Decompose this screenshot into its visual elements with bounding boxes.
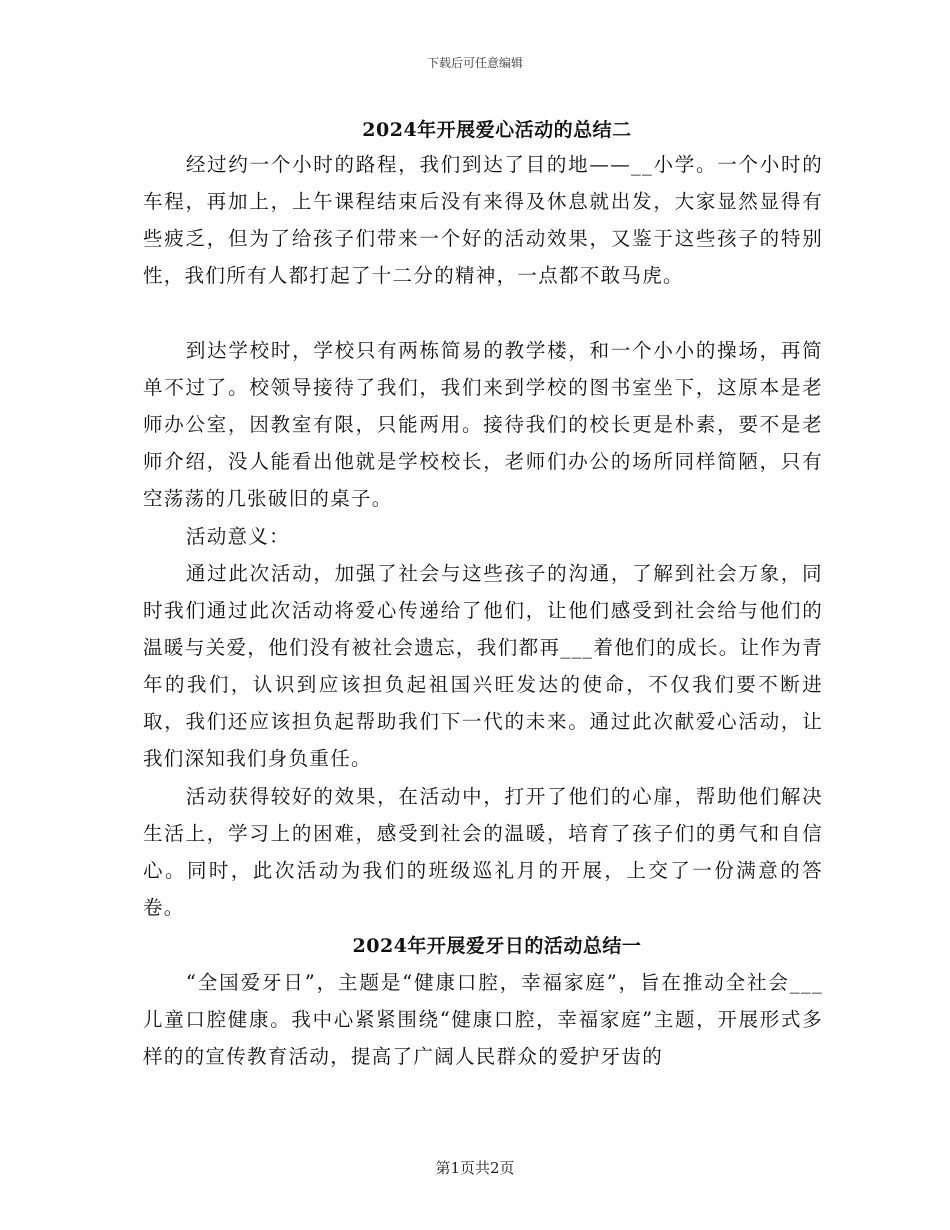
paragraph-school-arrival: 到达学校时，学校只有两栋简易的教学楼，和一个小小的操场，再简单不过了。校领导接待了我们，我们来到学校的图书室坐下，这原本是老师办公室，因教室有限，只能两用。接待我们的校长更是朴素，要不是老师介绍，没人能看出他就是学校校长，老师们办公的场所同样简陋，只有空荡荡的几张破旧的桌子。 [143, 339, 823, 511]
paragraph-significance-heading: 活动意义： [185, 525, 290, 548]
page-footer: 第1页共2页 [435, 1159, 515, 1177]
paragraph-journey: 经过约一个小时的路程，我们到达了目的地——__小学。一个小时的车程，再加上，上午课程结束后没有来得及休息就出发，大家显然显得有些疲乏，但为了给孩子们带来一个好的活动效果，又鉴于这些孩子的特别性，我们所有人都打起了十二分的精神，一点都不敢马虎。 [143, 153, 823, 288]
paragraph-results: 活动获得较好的效果，在活动中，打开了他们的心扉，帮助他们解决生活上，学习上的困难，感受到社会的温暖，培育了孩子们的勇气和自信心。同时，此次活动为我们的班级巡礼月的开展，上交了一份满意的答卷。 [143, 785, 823, 920]
page-header: 下载后可任意编辑 [426, 56, 523, 70]
paragraph-significance: 通过此次活动，加强了社会与这些孩子的沟通，了解到社会万象，同时我们通过此次活动将爱心传递给了他们，让他们感受到社会给与他们的温暖与关爱，他们没有被社会遗忘，我们都再___着他们的成长。让作为青年的我们，认识到应该担负起祖国兴旺发达的使命，不仅我们要不断进取，我们还应该担负起帮助我们下一代的未来。通过此次献爱心活动，让我们深知我们身负重任。 [143, 562, 823, 771]
section-title-tooth-day: 2024年开展爱牙日的活动总结一 [352, 935, 642, 957]
section-title-love-activity: 2024年开展爱心活动的总结二 [362, 119, 632, 141]
paragraph-tooth-day-intro: “全国爱牙日”，主题是“健康口腔，幸福家庭”，旨在推动全社会___儿童口腔健康。我中心紧紧围绕“健康口腔，幸福家庭”主题，开展形式多样的的宣传教育活动，提高了广阔人民群众的爱护牙齿的 [143, 971, 823, 1069]
